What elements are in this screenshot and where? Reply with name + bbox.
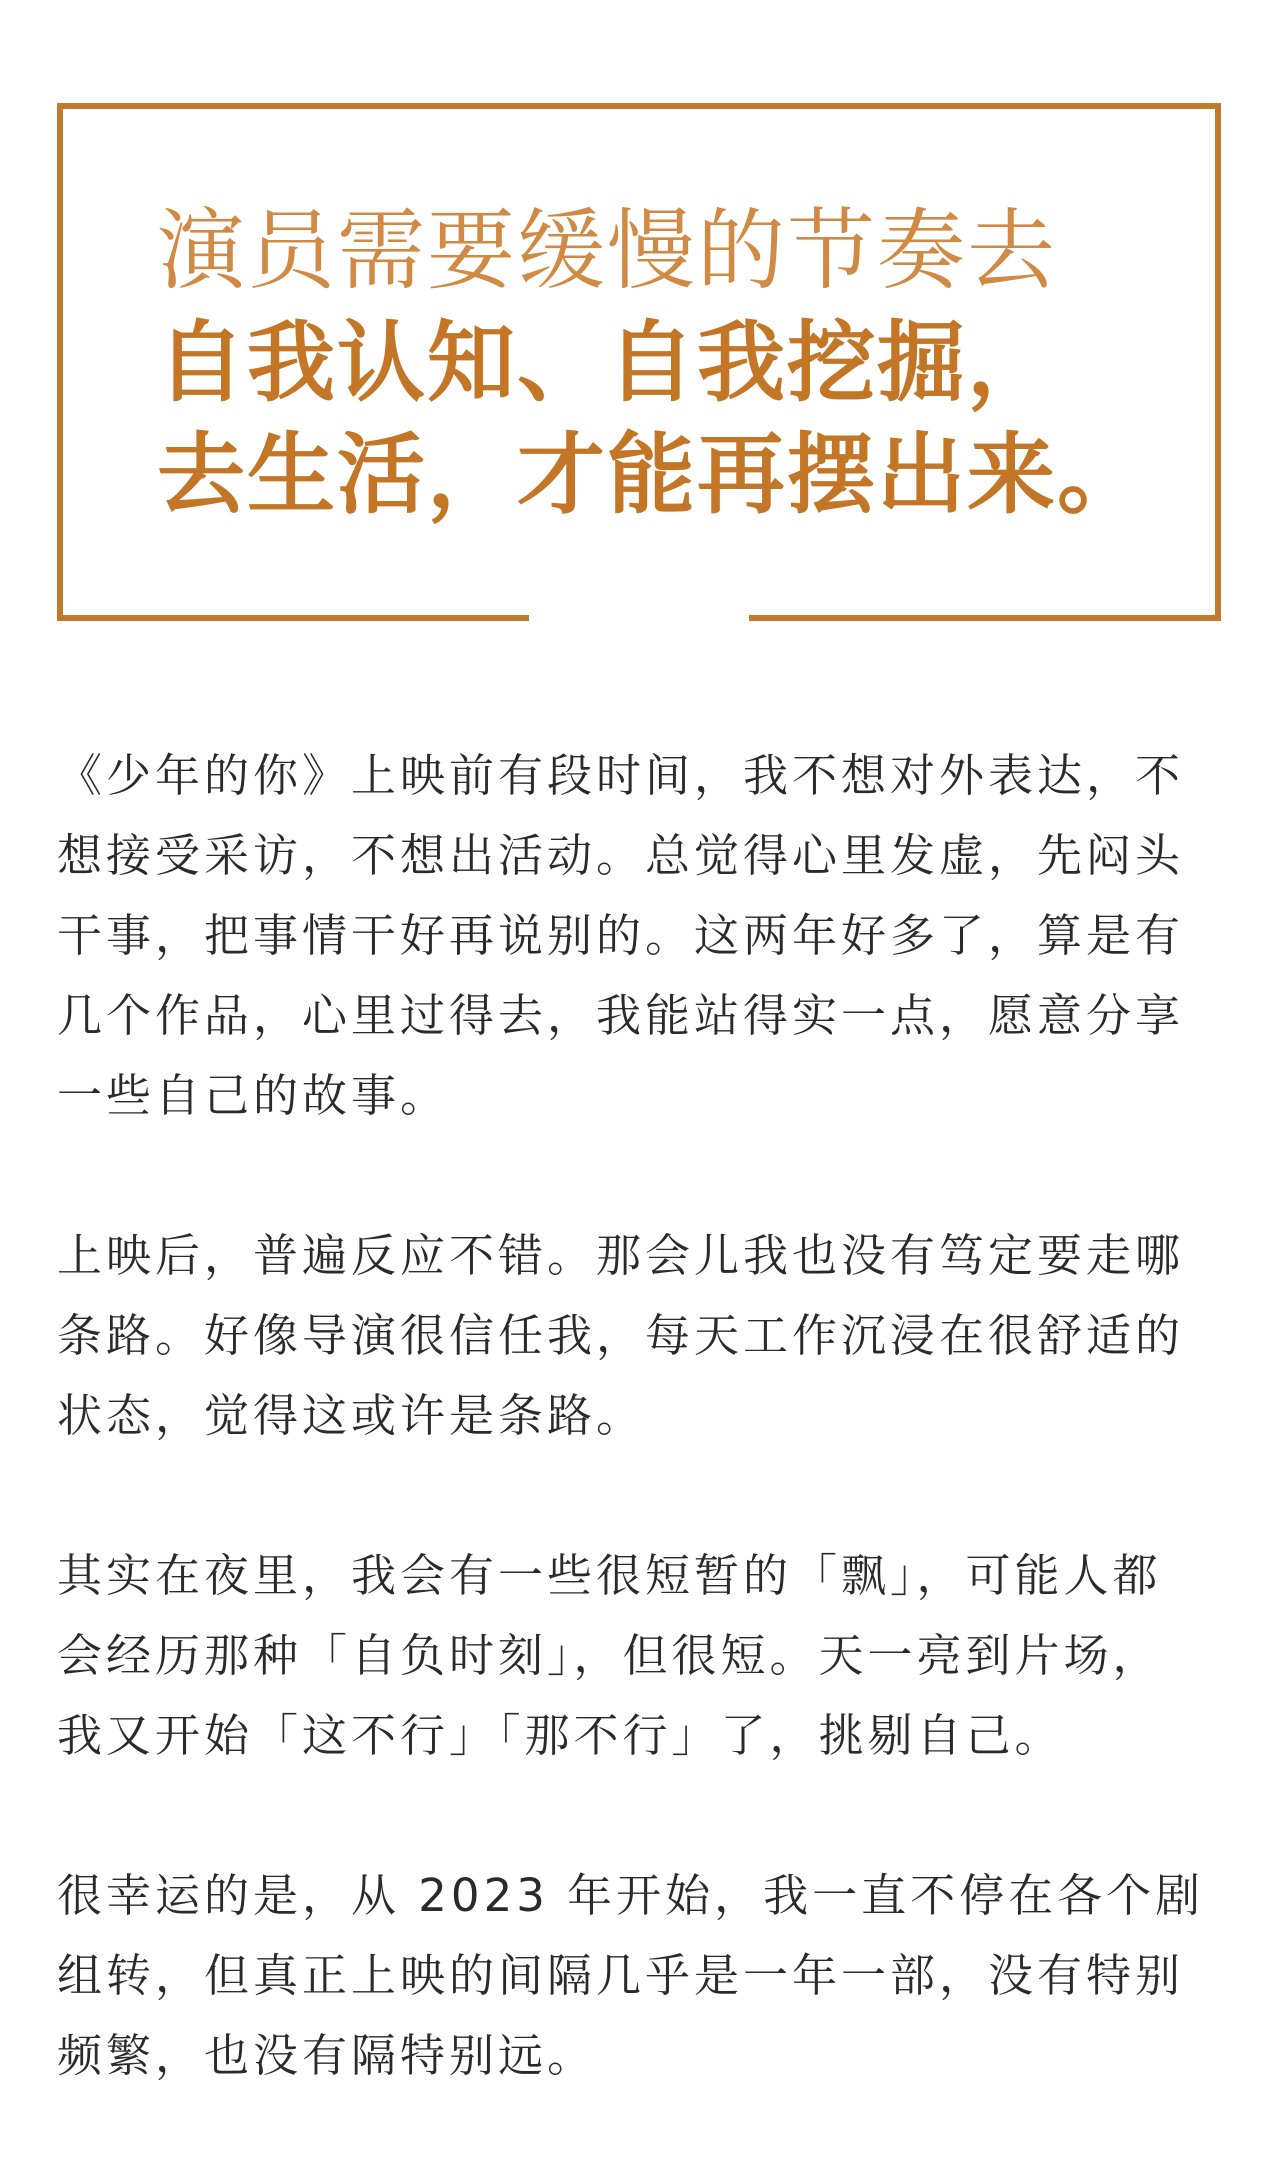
quote-line-3: 去生活，才能再摆出来。	[157, 423, 1148, 526]
frame-bottom-left-border	[57, 615, 529, 621]
paragraph-line: 状态，觉得这或许是条路。	[57, 1389, 646, 1442]
frame-left-border	[57, 103, 63, 621]
paragraph-1	[57, 736, 1237, 1136]
paragraph-line: 干事，把事情干好再说别的。这两年好多了，算是有	[57, 909, 1185, 962]
quote-frame	[57, 103, 1221, 621]
paragraph-line: 一些自己的故事。	[57, 1069, 450, 1122]
frame-right-border	[1215, 103, 1221, 621]
pull-quote	[157, 195, 1157, 531]
paragraph-line: 我又开始「这不行」「那不行」了，挑剔自己。	[57, 1709, 1064, 1762]
paragraph-line: 频繁，也没有隔特别远。	[57, 2029, 597, 2082]
paragraph-3	[57, 1536, 1237, 1776]
paragraph-line: 想接受采访，不想出活动。总觉得心里发虚，先闷头	[57, 829, 1185, 882]
frame-top-border	[57, 103, 1221, 109]
paragraph-line: 上映后，普遍反应不错。那会儿我也没有笃定要走哪	[57, 1229, 1185, 1282]
paragraph-2	[57, 1216, 1237, 1456]
paragraph-line: 其实在夜里，我会有一些很短暂的「飘」，可能人都	[57, 1549, 1162, 1602]
article-body	[57, 736, 1237, 2176]
paragraph-line: 很幸运的是，从 2023 年开始，我一直不停在各个剧	[57, 1869, 1205, 1922]
quote-line-1: 演员需要缓慢的节奏去	[157, 199, 1058, 302]
paragraph-line: 几个作品，心里过得去，我能站得实一点，愿意分享	[57, 989, 1185, 1042]
paragraph-line: 会经历那种「自负时刻」，但很短。天一亮到片场，	[57, 1629, 1162, 1682]
paragraph-line: 条路。好像导演很信任我，每天工作沉浸在很舒适的	[57, 1309, 1185, 1362]
quote-line-2: 自我认知、自我挖掘，	[157, 311, 1058, 414]
paragraph-line: 《少年的你》上映前有段时间，我不想对外表达，不	[57, 749, 1185, 802]
frame-bottom-right-border	[749, 615, 1221, 621]
paragraph-4	[57, 1856, 1237, 2096]
paragraph-line: 组转，但真正上映的间隔几乎是一年一部，没有特别	[57, 1949, 1185, 2002]
